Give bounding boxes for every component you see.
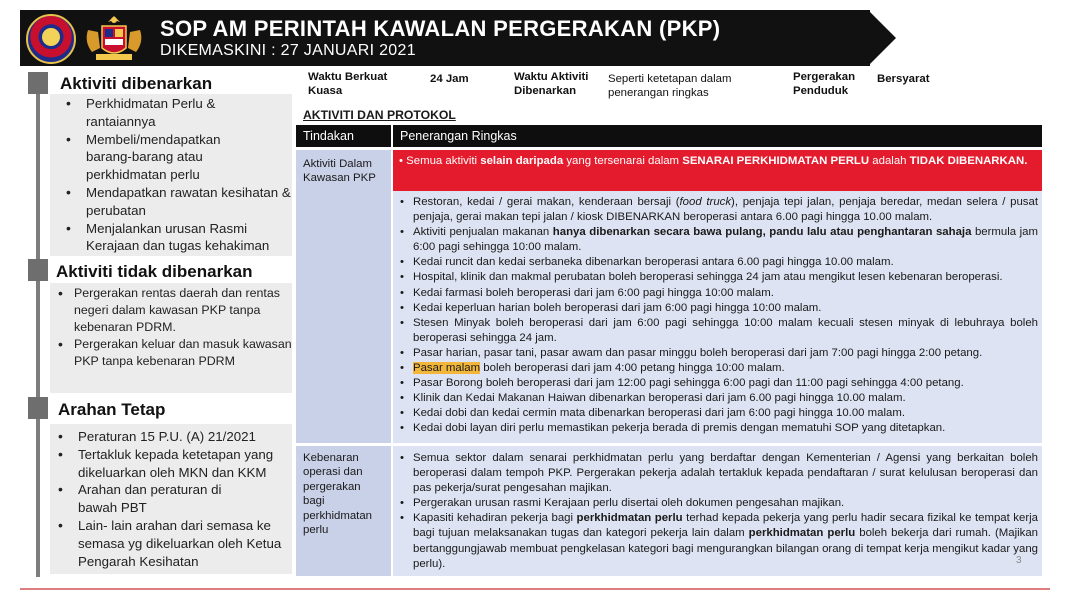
not-allowed-item: • Pergerakan rentas daerah dan rentas negeri dalam kawasan PKP tanpa kebenaran PDRM. <box>52 285 292 336</box>
page-subtitle: DIKEMASKINI : 27 JANUARI 2021 <box>160 42 416 59</box>
waktu-berkuat-label: Waktu Berkuat Kuasa <box>308 71 388 98</box>
standing-heading: Arahan Tetap <box>58 400 166 419</box>
not-allowed-heading: Aktiviti tidak dibenarkan <box>56 262 253 281</box>
standing-list <box>52 428 292 570</box>
waktu-berkuat-value: 24 Jam <box>430 73 469 85</box>
left-timeline-line <box>36 92 40 577</box>
allowed-item: • Perkhidmatan Perlu & rantaiannya <box>60 95 296 131</box>
row2-label: Kebenaran operasi dan pergerakan bagi perkhidmatan perlu <box>303 452 373 537</box>
list-item: • Semua sektor dalam senarai perkhidmatan perlu yang berdaftar dengan Kementerian / Agensi yang berkaitan boleh beroperasi dalam tempoh PKP. Pergerakan pekerja adalah tertakluk kepada pendaftaran / surat kelulusan beroperasi dan pas pekerja/surat pengesahan majikan. <box>397 451 1038 496</box>
allowed-item: • Menjalankan urusan Rasmi Kerajaan dan tugas kehakiman <box>60 220 296 256</box>
row1-label: Aktiviti Dalam Kawasan PKP <box>303 158 376 185</box>
page-number: 3 <box>1016 555 1022 566</box>
allowed-list <box>60 95 296 255</box>
list-item: • Kapasiti kehadiran pekerja bagi perkhidmatan perlu terhad kepada pekerja yang perlu hadir secara fizikal ke tempat kerja bagi tujuan melaksanakan tugas dan kategori pekerja lain dalam perkhidmatan perlu boleh bekerja dari rumah. (Majikan bertanggungjawab membuat pengkelasan kategori bagi mengurangkan bilangan orang di tempat kerja mengikut kadar yang perlu). <box>397 511 1038 571</box>
list-item: • Pergerakan urusan rasmi Kerajaan perlu disertai oleh dokumen pengesahan majikan. <box>397 496 1038 511</box>
protocol-title: AKTIVITI DAN PROTOKOL <box>303 108 456 122</box>
list-item: • Aktiviti penjualan makanan hanya dibenarkan secara bawa pulang, pandu lalu atau penghantaran sahaja bermula jam 6:00 pagi sehingga 10:00 malam. <box>397 225 1038 255</box>
list-item: • Pasar Borong boleh beroperasi dari jam 12:00 pagi sehingga 6:00 pagi dan 11:00 pagi sehingga 4:00 petang. <box>397 376 1038 391</box>
standing-marker <box>28 397 48 419</box>
row1-label-cell <box>296 150 391 443</box>
row1-list <box>397 195 1038 437</box>
list-item: • Restoran, kedai / gerai makan, kenderaan bersaji (food truck), penjaja tepi jalan, penjaja beredar, medan selera / pusat penjaja, gerai makan tepi jalan / kiosk DIBENARKAN beroperasi antara 6.00 pagi hingga 10.00 malam. <box>397 195 1038 225</box>
row2-list <box>397 451 1038 572</box>
list-item: • Hospital, klinik dan makmal perubatan boleh beroperasi sehingga 24 jam atau mengikut lesen kebenaran beroperasi. <box>397 270 1038 285</box>
bottom-divider <box>20 588 1050 590</box>
list-item: • Kedai farmasi boleh beroperasi dari jam 6:00 pagi hingga 10:00 malam. <box>397 286 1038 301</box>
allowed-item: • Membeli/mendapatkan barang-barang atau perkhidmatan perlu <box>60 131 296 184</box>
header-arrow-shape <box>868 10 896 66</box>
list-item: • Kedai dobi dan kedai cermin mata dibenarkan beroperasi dari jam 6:00 pagi hingga 10.00 malam. <box>397 406 1038 421</box>
list-item: • Kedai dobi layan diri perlu memastikan pekerja berada di premis dengan mematuhi SOP yang ditetapkan. <box>397 421 1038 436</box>
list-item: • Stesen Minyak boleh beroperasi dari jam 6:00 pagi sehingga 10:00 malam kecuali stesen minyak di lebuhraya boleh beroperasi sehingga 24 jam. <box>397 316 1038 346</box>
restriction-notice: • Semua aktiviti selain daripada yang tersenarai dalam SENARAI PERKHIDMATAN PERLU adalah TIDAK DIBENARKAN. <box>393 150 1042 191</box>
allowed-item: • Mendapatkan rawatan kesihatan & perubatan <box>60 184 296 220</box>
waktu-aktiviti-value: Seperti ketetapan dalam penerangan ringkas <box>608 73 732 100</box>
page-title: SOP AM PERINTAH KAWALAN PERGERAKAN (PKP) <box>160 16 721 41</box>
list-item: • Kedai keperluan harian boleh beroperasi dari jam 6:00 pagi hingga 10:00 malam. <box>397 301 1038 316</box>
agency-logo <box>26 14 76 64</box>
list-item: • Pasar malam boleh beroperasi dari jam 4:00 petang hingga 10:00 malam. <box>397 361 1038 376</box>
pergerakan-value: Bersyarat <box>877 73 930 85</box>
list-item: • Kedai runcit dan kedai serbaneka dibenarkan beroperasi antara 6.00 pagi hingga 10.00 malam. <box>397 255 1038 270</box>
not-allowed-item: • Pergerakan keluar dan masuk kawasan PKP tanpa kebenaran PDRM <box>52 336 292 370</box>
pergerakan-label: Pergerakan Penduduk <box>793 71 856 98</box>
standing-item: • Arahan dan peraturan di bawah PBT <box>52 481 292 517</box>
col-desc-header: Penerangan Ringkas <box>400 129 517 143</box>
allowed-heading: Aktiviti dibenarkan <box>60 74 213 93</box>
col-action-header: Tindakan <box>303 129 354 143</box>
waktu-aktiviti-label: Waktu Aktiviti Dibenarkan <box>514 71 589 98</box>
allowed-marker <box>28 72 48 94</box>
coat-of-arms-logo <box>82 12 146 64</box>
not-allowed-marker <box>28 259 48 281</box>
list-item: • Pasar harian, pasar tani, pasar awam dan pasar minggu boleh beroperasi dari jam 7:00 pagi hingga 2:00 petang. <box>397 346 1038 361</box>
standing-item: • Peraturan 15 P.U. (A) 21/2021 <box>52 428 292 446</box>
list-item: • Klinik dan Kedai Makanan Haiwan dibenarkan beroperasi dari jam 6.00 pagi hingga 10.00 malam. <box>397 391 1038 406</box>
standing-item: • Lain- lain arahan dari semasa ke semasa yg dikeluarkan oleh Ketua Pengarah Kesihatan <box>52 517 292 570</box>
not-allowed-list <box>52 285 292 370</box>
table-header <box>296 125 1042 147</box>
standing-item: • Tertakluk kepada ketetapan yang dikeluarkan oleh MKN dan KKM <box>52 446 292 482</box>
